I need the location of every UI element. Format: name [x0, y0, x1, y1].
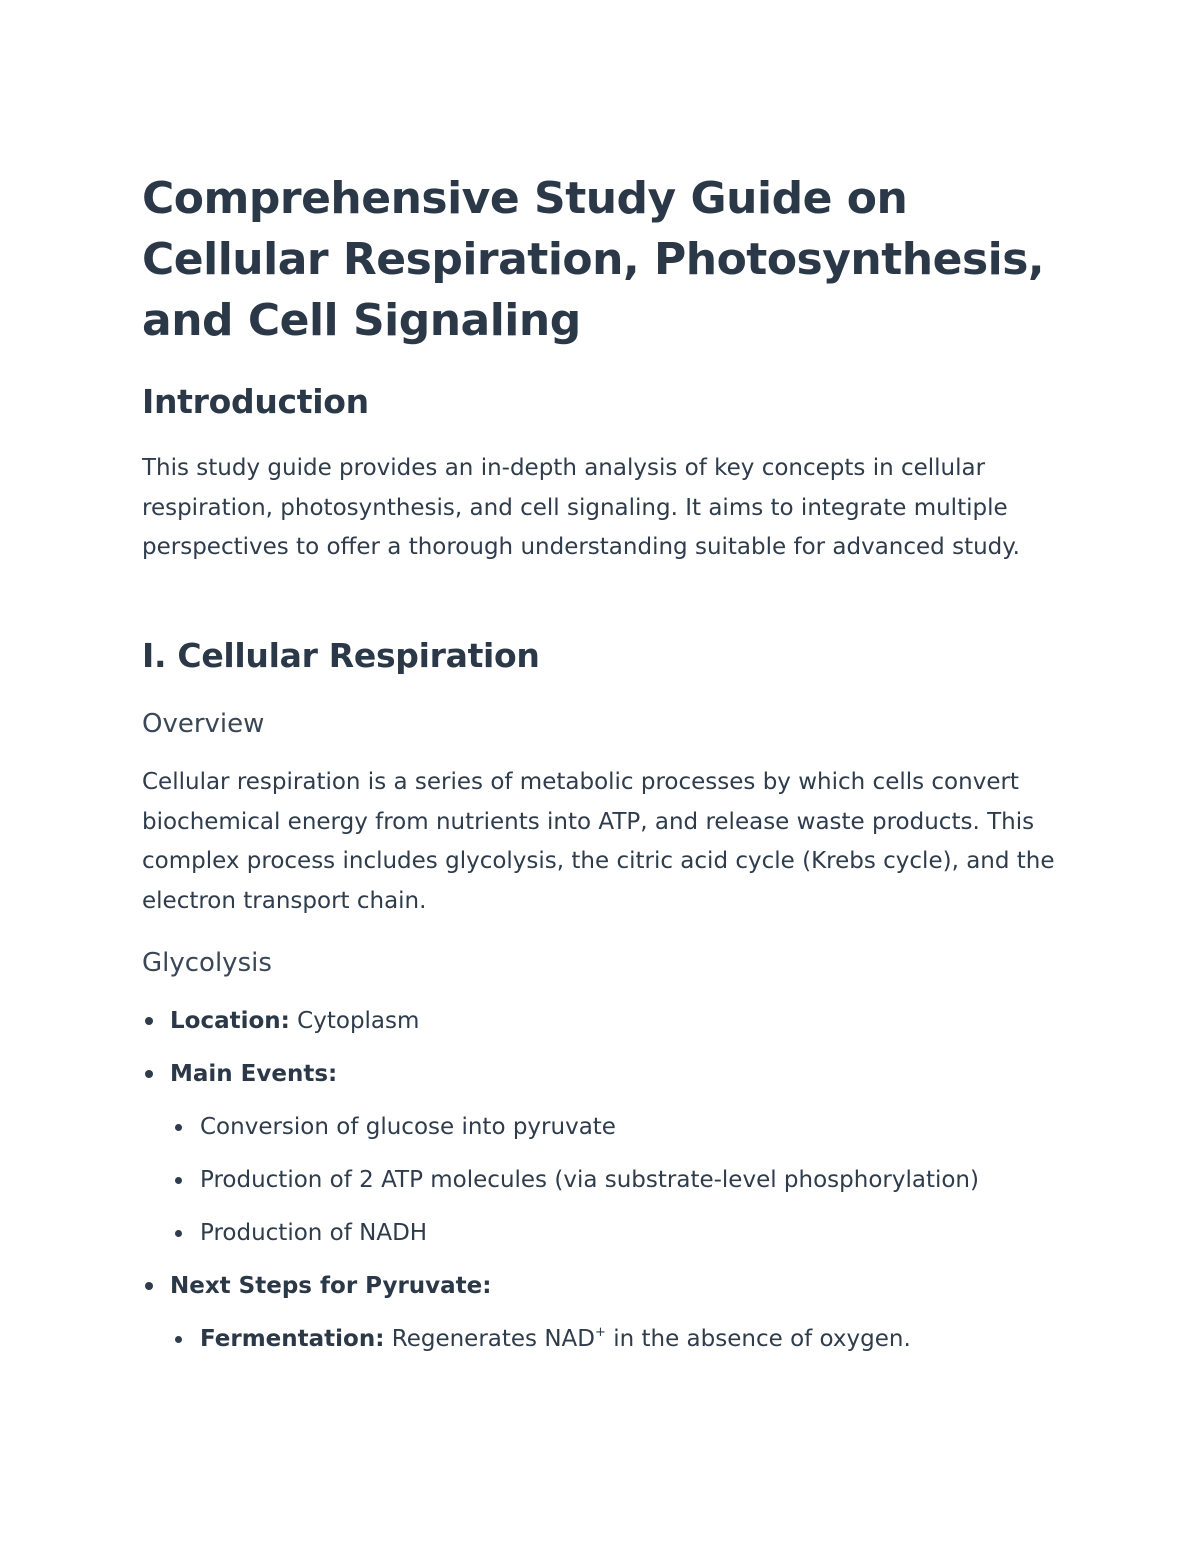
bullet-icon — [175, 1177, 182, 1184]
main-events-label: Main Events: — [170, 1061, 338, 1087]
list-item-main-event — [200, 1216, 427, 1250]
page-title: Comprehensive Study Guide on Cellular Respiration, Photosynthesis, and Cell Signaling — [142, 173, 1045, 346]
location-label: Location: — [170, 1008, 290, 1034]
bullet-icon — [175, 1124, 182, 1131]
location-value: Cytoplasm — [289, 1008, 420, 1034]
main-event-text: Production of 2 ATP molecules (via substrate-level phosphorylation) — [200, 1167, 979, 1193]
overview-paragraph: Cellular respiration is a series of metabolic processes by which cells convert biochemical energy from nutrients into ATP, and release waste products. This complex process includes glycolysis, the citric acid cycle (Krebs cycle), and the electron transport chain. — [142, 769, 1055, 914]
glycolysis-heading: Glycolysis — [142, 948, 272, 978]
introduction-paragraph: This study guide provides an in-depth analysis of key concepts in cellular respiration, photosynthesis, and cell signaling. It aims to integrate multiple perspectives to offer a thorough understanding suitable for advanced study. — [142, 455, 1020, 560]
list-item-main-events — [170, 1057, 337, 1091]
list-item-main-event — [200, 1163, 979, 1197]
fermentation-label: Fermentation: — [200, 1326, 385, 1352]
list-item-main-event — [200, 1110, 616, 1144]
bullet-icon — [145, 1070, 153, 1078]
list-item-fermentation — [200, 1322, 911, 1356]
bullet-icon — [175, 1230, 182, 1237]
overview-heading: Overview — [142, 709, 265, 739]
introduction-heading: Introduction — [142, 382, 369, 421]
fermentation-text-end: in the absence of oxygen. — [605, 1326, 911, 1352]
next-steps-label: Next Steps for Pyruvate: — [170, 1273, 492, 1299]
superscript-plus: + — [595, 1325, 606, 1340]
bullet-icon — [145, 1017, 153, 1025]
list-item-location — [170, 1004, 419, 1038]
list-item-next-steps — [170, 1269, 491, 1303]
main-event-text: Production of NADH — [200, 1220, 428, 1246]
fermentation-text: Regenerates NAD — [384, 1326, 595, 1352]
main-event-text: Conversion of glucose into pyruvate — [200, 1114, 616, 1140]
bullet-icon — [175, 1336, 182, 1343]
bullet-icon — [145, 1282, 153, 1290]
cellular-respiration-heading: I. Cellular Respiration — [142, 636, 540, 675]
